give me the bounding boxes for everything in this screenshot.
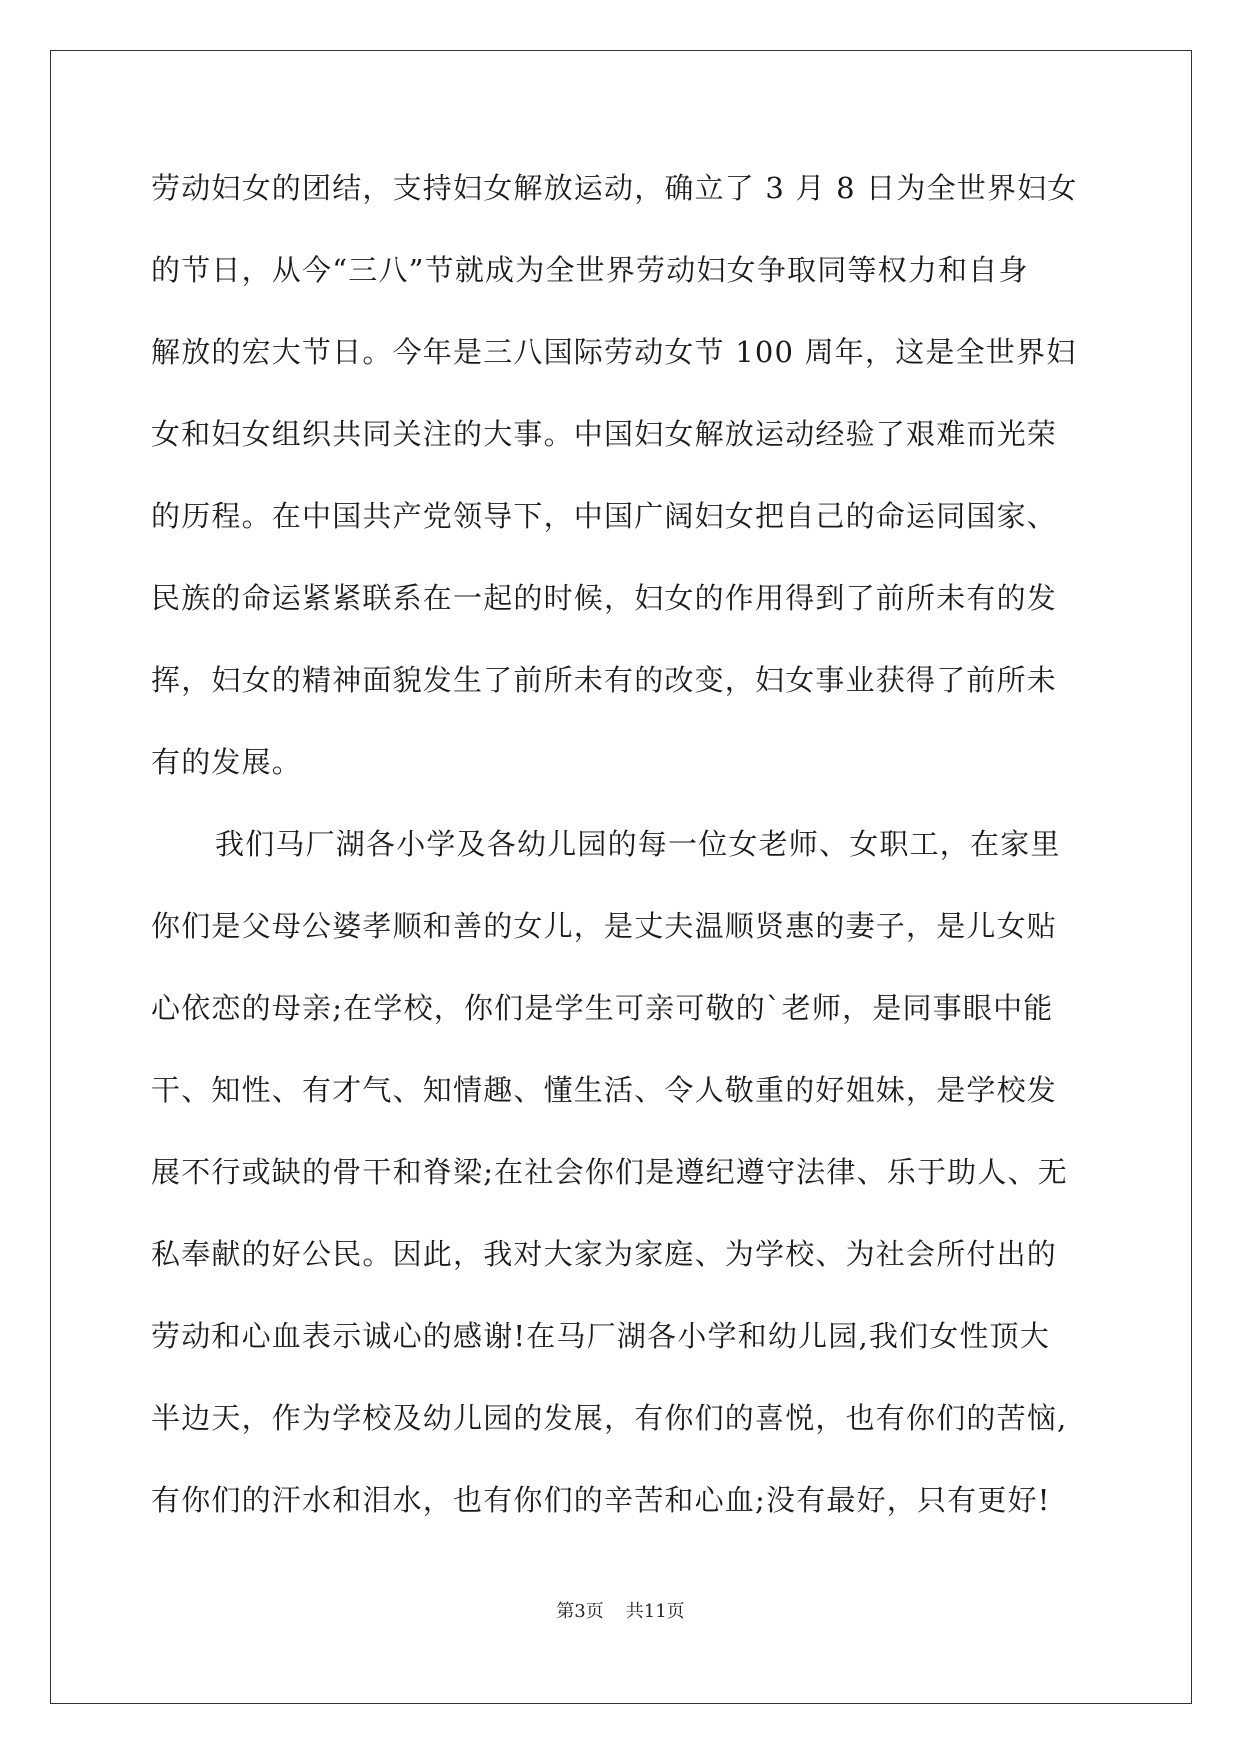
page-footer <box>0 1597 1241 1623</box>
text-line: 你们是父母公婆孝顺和善的女儿，是丈夫温顺贤惠的妻子，是儿女贴 <box>151 909 1058 943</box>
text-line: 民族的命运紧紧联系在一起的时候，妇女的作用得到了前所未有的发 <box>151 581 1058 615</box>
text-line: 半边天，作为学校及幼儿园的发展，有你们的喜悦，也有你们的苦恼, <box>151 1401 1068 1435</box>
text-line: 解放的宏大节日。今年是三八国际劳动女节 100 周年，这是全世界妇 <box>151 335 1077 369</box>
document-body <box>151 158 1091 1552</box>
text-line: 挥，妇女的精神面貌发生了前所未有的改变，妇女事业获得了前所未 <box>151 663 1058 697</box>
text-line: 女和妇女组织共同关注的大事。中国妇女解放运动经验了艰难而光荣 <box>151 417 1058 451</box>
paragraph-1 <box>151 158 1091 814</box>
text-line: 我们马厂湖各小学及各幼儿园的每一位女老师、女职工，在家里 <box>215 827 1061 861</box>
text-line: 心依恋的母亲;在学校，你们是学生可亲可敬的`老师，是同事眼中能 <box>151 991 1054 1025</box>
text-line: 的历程。在中国共产党领导下，中国广阔妇女把自己的命运同国家、 <box>151 499 1058 533</box>
text-line: 私奉献的好公民。因此，我对大家为家庭、为学校、为社会所付出的 <box>151 1237 1058 1271</box>
text-line: 有你们的汗水和泪水，也有你们的辛苦和心血;没有最好，只有更好! <box>151 1483 1051 1517</box>
text-line: 劳动和心血表示诚心的感谢!在马厂湖各小学和幼儿园,我们女性顶大 <box>151 1319 1051 1353</box>
paragraph-2 <box>151 814 1091 1552</box>
text-line: 有的发展。 <box>151 745 303 779</box>
text-line: 展不行或缺的骨干和脊梁;在社会你们是遵纪遵守法律、乐于助人、无 <box>151 1155 1068 1189</box>
text-line: 劳动妇女的团结，支持妇女解放运动，确立了 3 月 8 日为全世界妇女 <box>151 171 1078 205</box>
text-line: 的节日，从今“三八”节就成为全世界劳动妇女争取同等权力和自身 <box>151 253 1029 287</box>
page-total: 共11页 <box>625 1601 685 1622</box>
page-number: 第3页 <box>556 1601 604 1622</box>
text-line: 干、知性、有才气、知情趣、懂生活、令人敬重的好姐妹，是学校发 <box>151 1073 1058 1107</box>
